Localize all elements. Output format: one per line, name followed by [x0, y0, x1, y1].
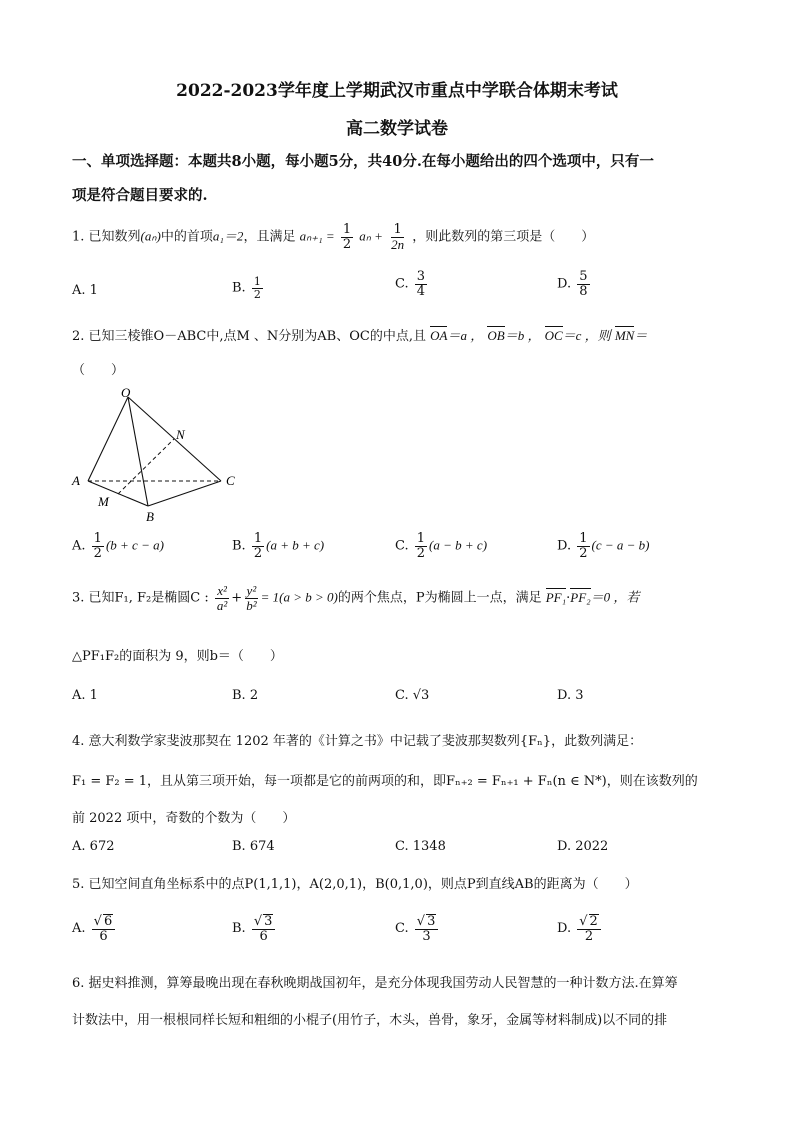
q5-option-d: D. $\frac{√ 2}{2}$ [557, 914, 603, 943]
q2-paren: （ ） [72, 363, 125, 378]
q1-formula-lhs: aₙ₊₁ = [299, 228, 335, 244]
q3-line2: △PF₁F₂的面积为 9，则b＝（ ） [72, 649, 283, 664]
q3-option-a: A. 1 [72, 688, 98, 703]
q1-option-d: D. $\frac{5}{8}$ [557, 269, 588, 299]
q2-oc-eq: ＝c ，则 [562, 328, 611, 343]
q3-mid: 的两个焦点，P为椭圆上一点，满足 [337, 590, 542, 606]
q3-option-b: B. 2 [232, 688, 259, 703]
q3-option-d: D. 3 [557, 688, 584, 703]
q5-option-c: C. $\frac{√ 3}{3}$ [395, 914, 440, 943]
label-a: A [72, 473, 80, 488]
segment-mn [118, 439, 174, 494]
q1-mid2: ，且满足 [243, 229, 296, 245]
q1-option-b: B. $\frac{1}{2}$ [232, 275, 261, 301]
q6-line2: 计数法中，用一根根同样长短和粗细的小棍子(用竹子，木头，兽骨，象牙，金属等材料制成)以不同的排 [72, 1013, 668, 1028]
exam-subtitle: 高二数学试卷 [346, 119, 448, 139]
q2-text: 2. 已知三棱锥O－ABC中,点M 、N分别为AB、OC的中点,且 [72, 329, 426, 344]
q3-prefix: 3. 已知F₁, F₂是椭圆C : [72, 590, 209, 606]
q3-vec-pf1: PF₁ [545, 589, 567, 605]
q3-cond: = 1(a > b > 0) [260, 589, 338, 605]
q3-vec-pf2: PF₂ [570, 589, 591, 605]
question-3: 3. 已知F₁, F₂是椭圆C : $\frac{\text{x²}}{\text{a²}}$ + $\frac{\text{y²}}{\text{b²}}$ = 1(a > b > 0)的两个焦点，P为椭圆上一点，满足 PF₁·PF₂＝0 ，若 [72, 583, 640, 613]
q2-mn-eq: ＝ [634, 328, 648, 343]
q4-option-c: C. 1348 [395, 839, 446, 854]
label-b: B [146, 509, 154, 524]
q5-text: 5. 已知空间直角坐标系中的点P(1,1,1)，A(2,0,1)，B(0,1,0)，则点P到直线AB的距离为（ ） [72, 877, 638, 892]
q6-line1: 6. 据史料推测，算筹最晚出现在春秋晚期战国初年，是充分体现我国劳动人民智慧的一种计数方法.在算筹 [72, 976, 678, 991]
q4-line3: 前 2022 项中，奇数的个数为（ ） [72, 811, 296, 826]
q1-option-a: A. 1 [72, 283, 98, 298]
q2-vec-oc: OC [544, 328, 563, 343]
question-2 [72, 325, 647, 344]
q5-option-b: B. $\frac{√ 3}{6}$ [232, 914, 277, 943]
q4-option-b: B. 674 [232, 839, 275, 854]
q1-seq: (aₙ) [140, 228, 161, 244]
q4-line1: 4. 意大利数学家斐波那契在 1202 年著的《计算之书》中记载了斐波那契数列{Fₙ}，此数列满足： [72, 734, 643, 749]
q2-option-b: B. $\frac{1}{2}$ (a + b + c) [232, 531, 325, 561]
q2-oa-eq: ＝a ， [447, 328, 484, 343]
q1-option-c: C. $\frac{3}{4}$ [395, 269, 426, 299]
q4-line2: F₁ = F₂ = 1，且从第三项开始，每一项都是它的前两项的和，即Fₙ₊₂ = Fₙ₊₁ + Fₙ(n ∈ N*)，则在该数列的 [72, 774, 698, 789]
q4-option-a: A. 672 [72, 839, 115, 854]
section-heading-line2: 项是符合题目要求的. [72, 187, 208, 204]
q1-frac2: $\frac{1}{2n}$ [391, 222, 405, 252]
q3-x-frac: $\frac{\text{x²}}{\text{a²}}$ [216, 583, 228, 613]
q2-vec-ob: OB [487, 328, 505, 343]
q5-option-a: A. $\frac{√ 6}{6}$ [72, 914, 117, 943]
q2-vec-oa: OA [430, 328, 448, 343]
q1-suffix: ，则此数列的第三项是（ ） [412, 229, 595, 245]
q4-option-d: D. 2022 [557, 839, 609, 854]
tetrahedron-figure [66, 384, 246, 526]
label-m: M [98, 494, 109, 509]
q1-an: aₙ + [359, 228, 383, 244]
section-heading-line1: 一、单项选择题：本题共8小题，每小题5分，共40分.在每小题给出的四个选项中，只有一 [72, 153, 654, 170]
edge-ob [128, 397, 148, 506]
q2-option-a: A. $\frac{1}{2}$ (b + c − a) [72, 531, 164, 561]
q2-ob-eq: ＝b ， [504, 328, 541, 343]
q2-option-c: C. $\frac{1}{2}$ (a − b + c) [395, 531, 488, 561]
edge-bc [148, 481, 221, 506]
q3-y-frac: $\frac{\text{y²}}{\text{b²}}$ [246, 583, 257, 613]
edge-oc [128, 397, 221, 481]
q1-mid: 中的首项 [160, 229, 213, 245]
question-1 [72, 223, 594, 251]
q1-first-term: a₁＝2 [212, 228, 244, 244]
edge-oa [88, 397, 128, 481]
label-o: O [121, 385, 131, 400]
q2-option-d: D. $\frac{1}{2}$ (c − a − b) [557, 531, 650, 561]
q1-prefix: 1. 已知数列 [72, 229, 141, 245]
q3-eq0: ＝0 ，若 [590, 589, 640, 605]
q2-vec-mn: MN [614, 328, 635, 343]
label-c: C [226, 473, 235, 488]
q1-frac1: $\frac{1}{2}$ [342, 222, 352, 252]
exam-title: 2022-2023学年度上学期武汉市重点中学联合体期末考试 [176, 81, 618, 101]
label-n: N [176, 427, 185, 442]
q3-option-c: C. √3 [395, 688, 430, 703]
